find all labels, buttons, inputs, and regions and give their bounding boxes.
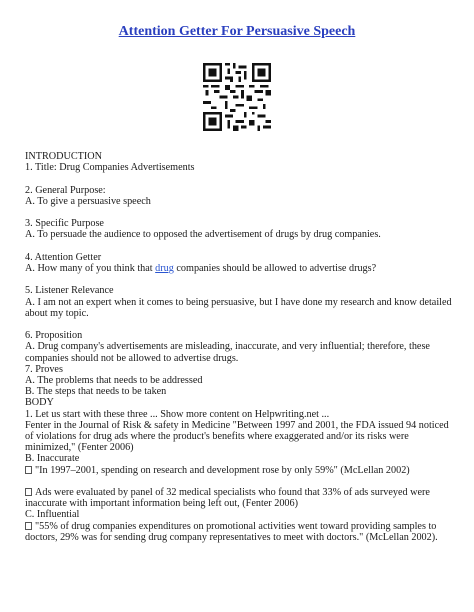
outline-item-attention-getter: 4. Attention Getter: [25, 251, 102, 263]
outline-item-title: 1. Title: Drug Companies Advertisements: [25, 162, 195, 174]
drug-link[interactable]: drug: [155, 262, 174, 274]
outline-subitem: A. I am not an expert when it comes to being persuasive, but I have done my research and know detailed about my topic.: [25, 296, 452, 319]
outline-item-proposition: 6. Proposition: [25, 330, 83, 342]
outline-item-specific-purpose: 3. Specific Purpose: [25, 218, 104, 230]
outline-item-proves: 7. Proves: [25, 363, 63, 375]
outline-subitem: A. To persuade the audience to opposed the advertisement of drugs by drug companies.: [25, 229, 381, 241]
outline-subitem: A. To give a persuasive speech: [25, 195, 151, 207]
body-bullet: [25, 487, 455, 509]
bullet-icon: [25, 466, 32, 474]
document-title[interactable]: Attention Getter For Persuasive Speech: [118, 24, 356, 39]
heading-introduction: INTRODUCTION: [25, 151, 102, 162]
bullet-text: "55% of drug companies expenditures on promotional activities went toward providing samples to doctors, 29% was for sending drug company representatives to meet with doctors." (McLellan 2002).: [25, 520, 438, 543]
bullet-icon: [25, 522, 32, 530]
text-fragment: companies should be allowed to advertise drugs?: [173, 262, 377, 274]
heading-body: BODY: [25, 397, 54, 409]
outline-subitem: A. The problems that needs to be addressed: [25, 374, 203, 386]
outline-item-listener-relevance: 5. Listener Relevance: [25, 285, 114, 297]
document-body: [25, 151, 455, 543]
outline-item-general-purpose: 2. General Purpose:: [25, 184, 106, 196]
bullet-text: Ads were evaluated by panel of 32 medical specialists who found that 33% of ads surveyed were inaccurate with important information being left out, (Fenter 2006): [25, 487, 430, 510]
body-item-intro: 1. Let us start with these three ... Show more content on Helpwriting.net ...: [25, 408, 330, 420]
bullet-icon: [25, 488, 32, 496]
text-fragment: A. How many of you think that: [25, 262, 156, 274]
bullet-text: "In 1997–2001, spending on research and development rose by only 59%" (McLellan 2002): [35, 464, 410, 476]
body-subheading-inaccurate: B. Inaccurate: [25, 453, 80, 465]
outline-subitem: B. The steps that needs to be taken: [25, 386, 167, 398]
qr-code-icon: [203, 63, 271, 131]
body-bullet: [25, 465, 455, 476]
body-paragraph: Fenter in the Journal of Risk & safety in Medicine "Between 1997 and 2001, the FDA issued 94 noticed of violations for drug ads where the product's benefits where exaggerated and/or its risks were minimized," (Fenter 2006): [25, 419, 449, 454]
outline-subitem: [25, 263, 455, 274]
body-bullet: [25, 521, 455, 543]
body-subheading-influential: C. Influential: [25, 509, 80, 521]
outline-subitem: A. Drug company's advertisements are misleading, inaccurate, and very influential; therefore, these companies should not be allowed to advertise drugs.: [25, 341, 430, 364]
